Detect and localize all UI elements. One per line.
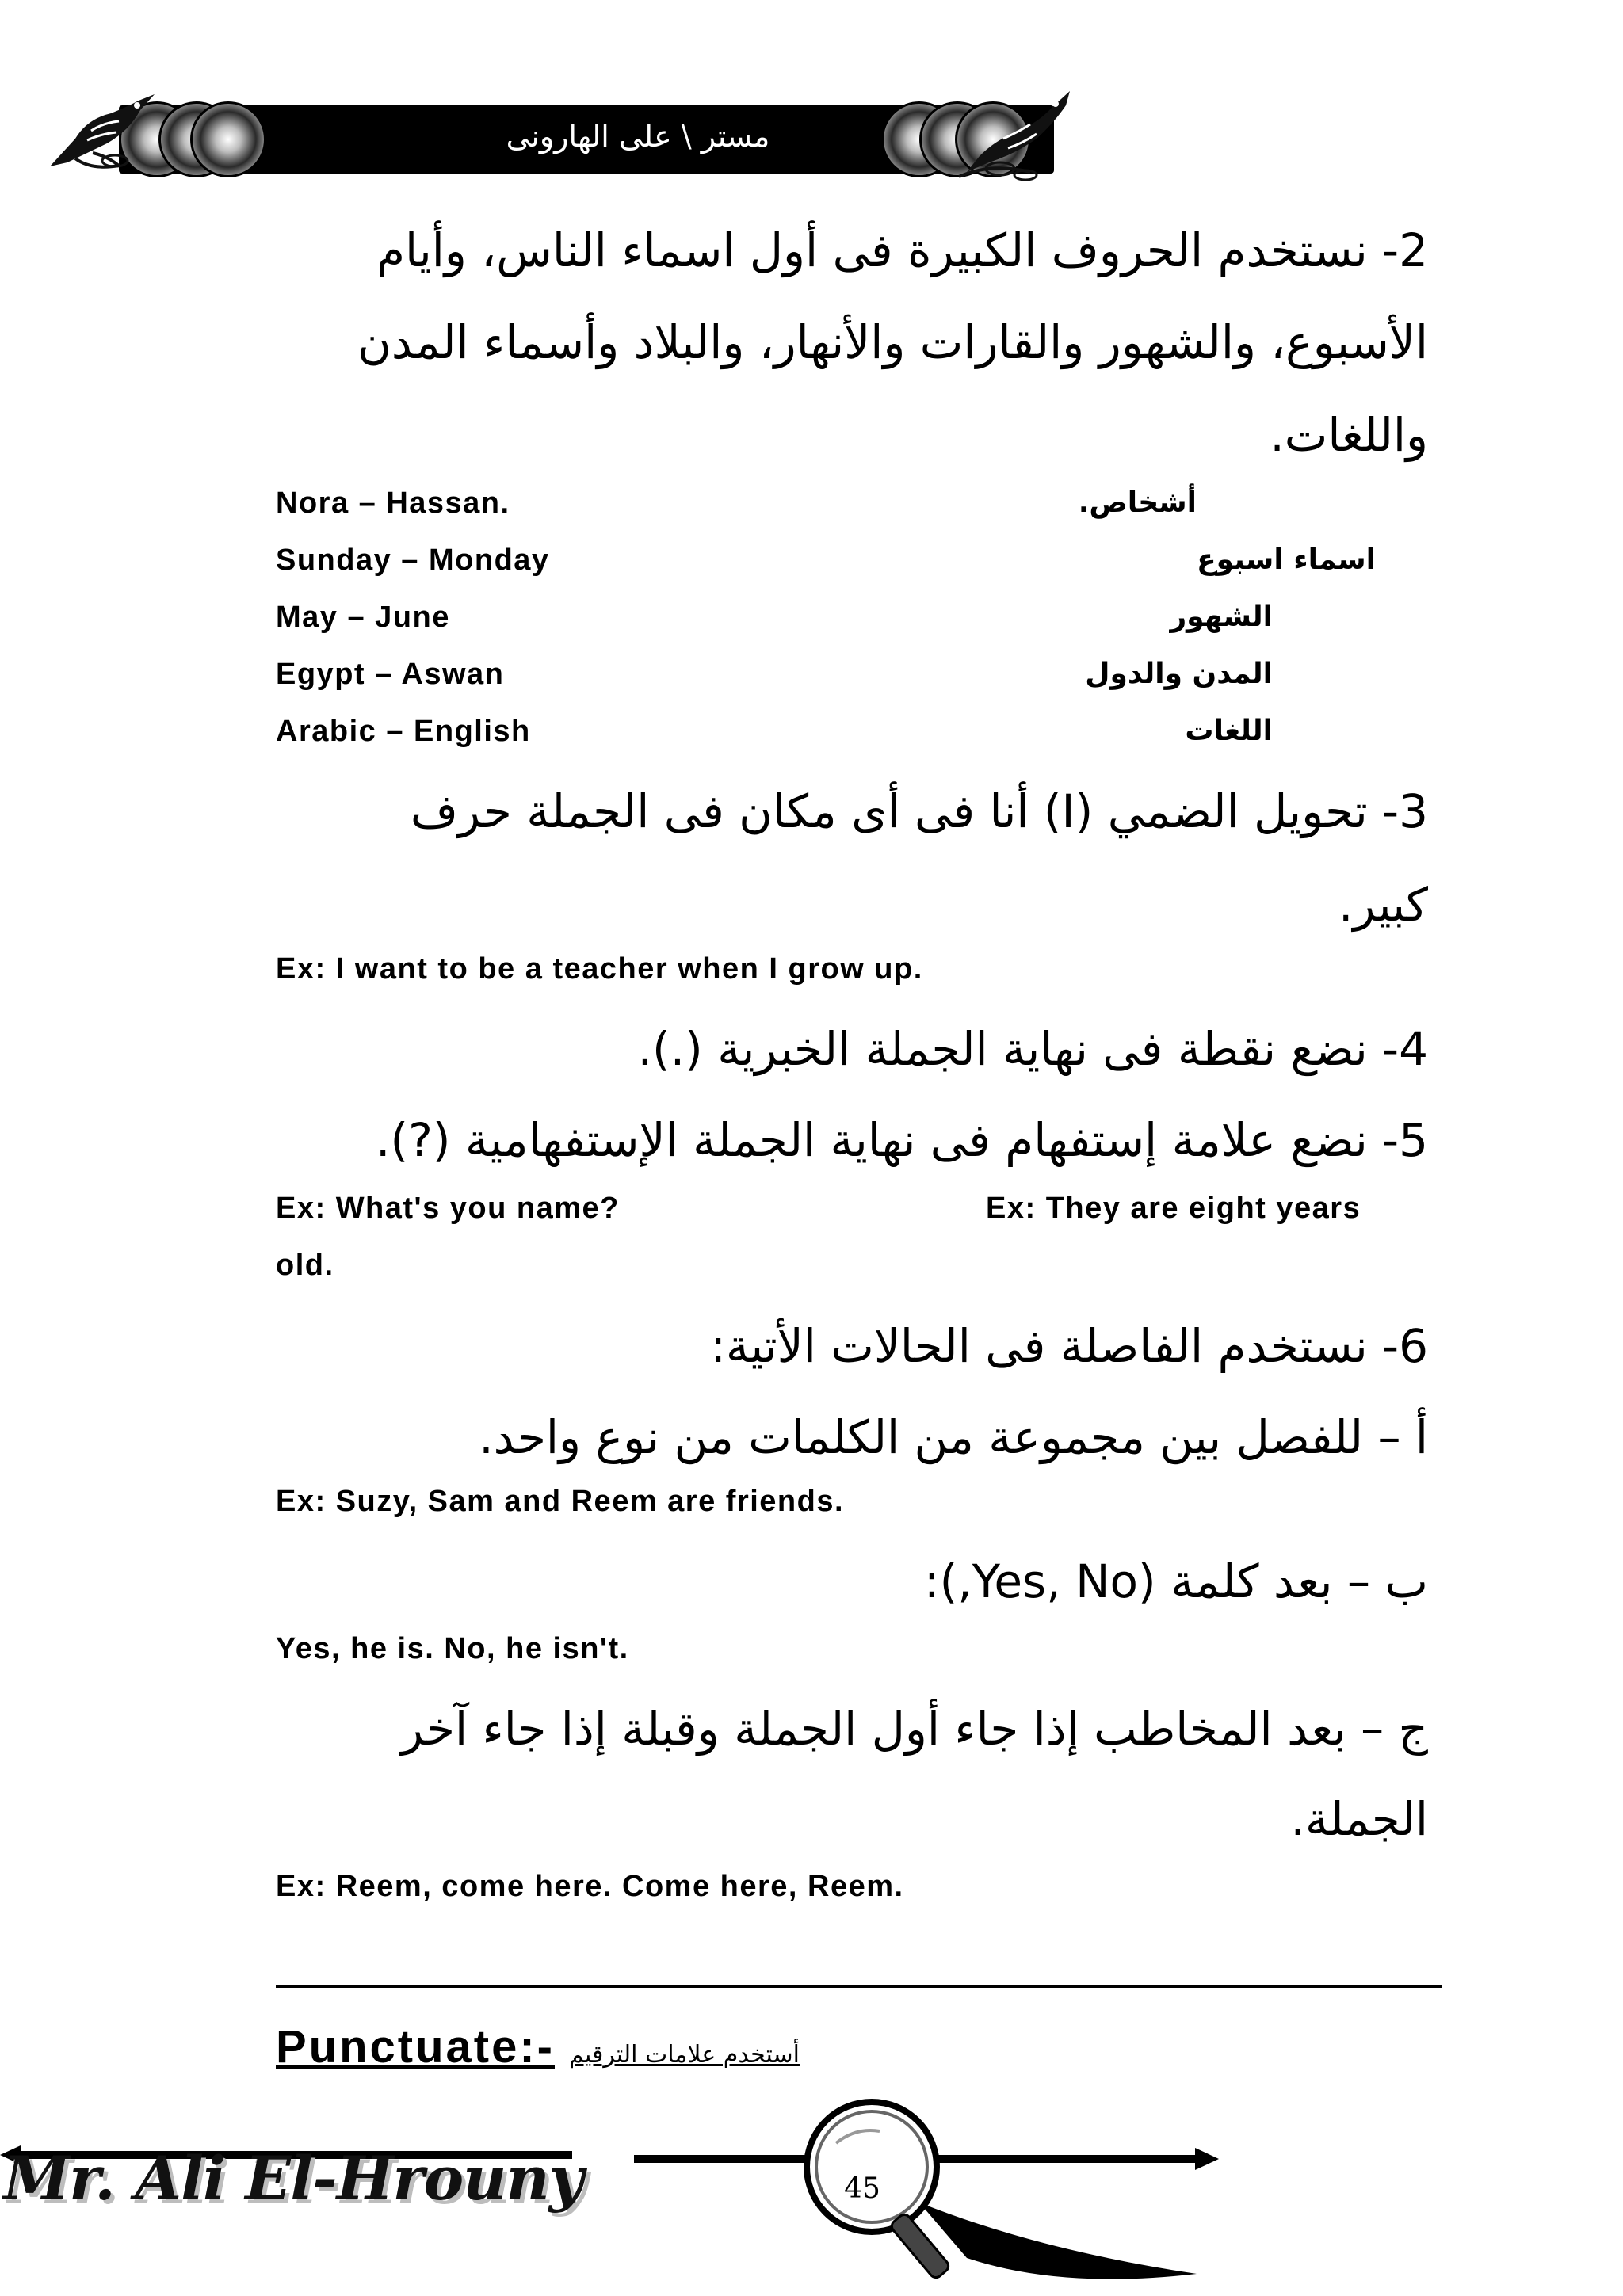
- bird-left-icon: [44, 83, 162, 178]
- example-en-4: Egypt – Aswan: [276, 658, 505, 691]
- punctuate-heading: [276, 2020, 800, 2073]
- rule6-line: 6- نستخدم الفاصلة فى الحالات الأتية:: [710, 1319, 1428, 1373]
- divider-line: [276, 1985, 1442, 1988]
- footer-signature: Mr. Ali El-Hrouny: [3, 2143, 583, 2214]
- example-ar-5: اللغات: [1185, 715, 1273, 747]
- rule6-b-example: Yes, he is. No, he isn't.: [276, 1632, 629, 1665]
- example-ar-3: الشهور: [1170, 601, 1273, 633]
- rule5-example-left: Ex: What's you name?: [276, 1192, 620, 1225]
- example-en-1: Nora – Hassan.: [276, 486, 510, 520]
- rule3-line2: كبير.: [1338, 878, 1428, 932]
- rule5-example-right: Ex: They are eight years: [986, 1192, 1361, 1225]
- rule5-example-wrap: old.: [276, 1249, 334, 1282]
- page-number: 45: [844, 2172, 880, 2205]
- rule6-c-line1: ج – بعد المخاطب إذا جاء أول الجملة وقبلة إذا جاء آخر: [401, 1702, 1428, 1756]
- rule4-line: 4- نضع نقطة فى نهاية الجملة الخبرية (.).: [637, 1022, 1428, 1076]
- punctuate-subtitle: أستخدم علامات الترقيم: [569, 2041, 800, 2069]
- rule6-a-line: أ – للفصل بين مجموعة من الكلمات من نوع واحد.: [479, 1410, 1428, 1464]
- example-ar-4: المدن والدول: [1085, 658, 1273, 690]
- rule6-b-line: ب – بعد كلمة (Yes, No,):: [924, 1554, 1428, 1608]
- example-ar-2: اسماء اسبوع: [1197, 543, 1376, 576]
- example-en-3: May – June: [276, 601, 450, 634]
- punctuate-title: Punctuate:-: [276, 2021, 555, 2073]
- bird-right-icon: [943, 83, 1078, 186]
- header-title: مستر \ على الهارونى: [506, 119, 770, 154]
- example-en-5: Arabic – English: [276, 715, 531, 748]
- rule2-line2: الأسبوع، والشهور والقارات والأنهار، والبلاد وأسماء المدن: [357, 315, 1428, 369]
- header-orb-left-3: [190, 101, 266, 177]
- rule6-a-example: Ex: Suzy, Sam and Reem are friends.: [276, 1485, 845, 1518]
- rule5-line: 5- نضع علامة إستفهام فى نهاية الجملة الإستفهامية (?).: [376, 1113, 1428, 1167]
- rule6-c-example: Ex: Reem, come here. Come here, Reem.: [276, 1870, 904, 1903]
- rule6-c-line2: الجملة.: [1290, 1792, 1428, 1846]
- rule2-line3: واللغات.: [1270, 408, 1428, 462]
- rule2-line1: 2- نستخدم الحروف الكبيرة فى أول اسماء الناس، وأيام: [376, 223, 1428, 277]
- rule3-line1: 3- تحويل الضمي (I) أنا فى أى مكان فى الجملة حرف: [410, 784, 1428, 838]
- example-en-2: Sunday – Monday: [276, 543, 550, 577]
- rule3-example: Ex: I want to be a teacher when I grow up.: [276, 952, 923, 986]
- example-ar-1: أشخاص.: [1078, 486, 1197, 519]
